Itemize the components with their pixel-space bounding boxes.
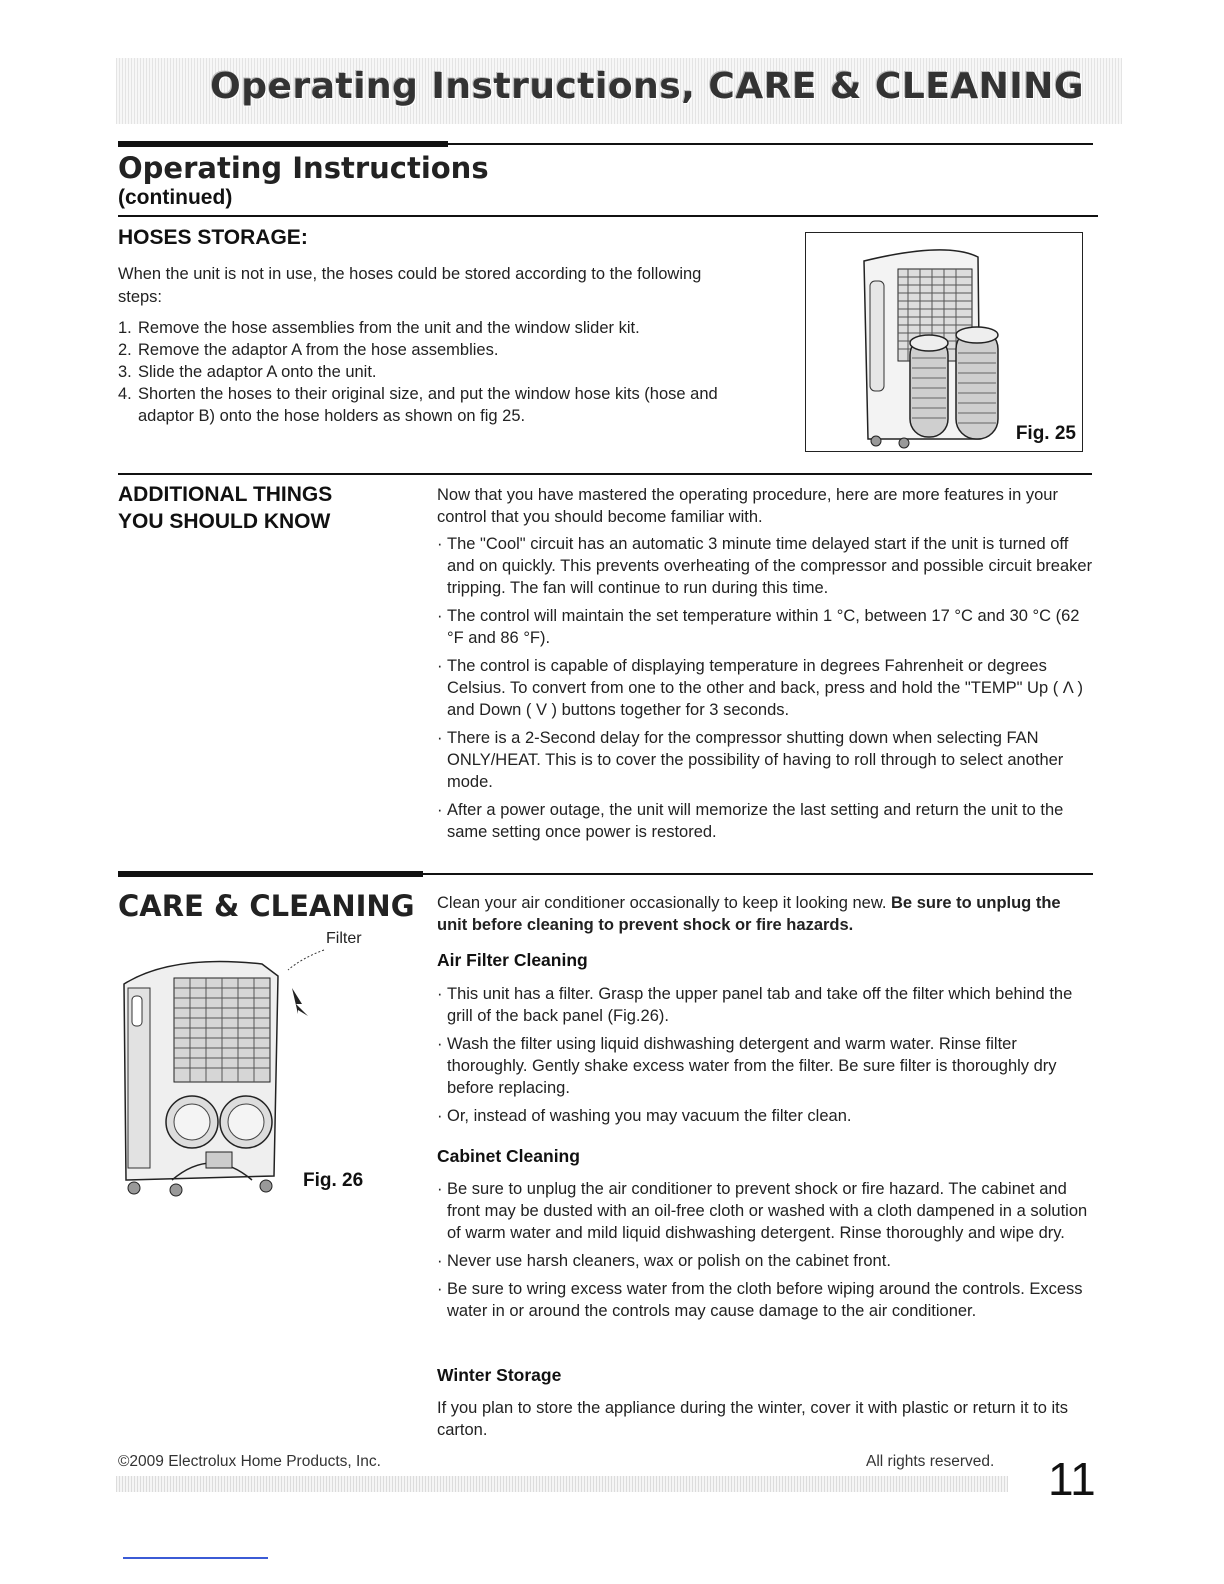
list-item: · The control will maintain the set temperature within 1 °C, between 17 °C and 30 °C (62 °F and 86 °F). — [437, 605, 1097, 649]
step-number: 3. — [118, 363, 132, 381]
bullet-text: There is a 2-Second delay for the compressor shutting down when selecting FAN ONLY/HEAT. This is to cover the possibility of having to roll through to select another mode. — [447, 729, 1064, 791]
operating-subtitle: (continued) — [118, 186, 233, 209]
bullet-text: Wash the filter using liquid dishwashing detergent and warm water. Rinse filter thoroughly. Gently shake excess water from the filter. Be sure filter is thoroughly dry before replacing. — [447, 1035, 1057, 1097]
step-text: Shorten the hoses to their original size, and put the window hose kits (hose and adaptor B) onto the hose holders as shown on fig 25. — [138, 385, 718, 425]
section-rule-thin — [448, 143, 1093, 145]
step-text: Slide the adaptor A onto the unit. — [138, 363, 377, 381]
bottom-accent-line — [123, 1557, 268, 1559]
bullet-text: The "Cool" circuit has an automatic 3 minute time delayed start if the unit is turned off and on quickly. This prevents overheating of the compressor and possible circuit breaker tripping. The fan will continue to run during this time. — [447, 535, 1093, 597]
list-item: · Or, instead of washing you may vacuum the filter clean. — [437, 1107, 852, 1125]
air-filter-heading: Air Filter Cleaning — [437, 950, 588, 970]
care-rule-thick — [118, 871, 423, 877]
step-text: Remove the adaptor A from the hose assemblies. — [138, 341, 499, 359]
hoses-steps-list — [118, 317, 758, 427]
list-item: · There is a 2-Second delay for the compressor shutting down when selecting FAN ONLY/HEAT. This is to cover the possibility of having to roll through to select another mode. — [437, 727, 1097, 793]
list-item — [118, 317, 758, 339]
footer-copyright: ©2009 Electrolux Home Products, Inc. — [118, 1453, 381, 1470]
hoses-storage-heading: HOSES STORAGE: — [118, 226, 308, 249]
additional-intro: Now that you have mastered the operating procedure, here are more features in your control that you should become familiar with. — [437, 486, 1058, 526]
header-banner — [116, 58, 1122, 124]
list-item: · This unit has a filter. Grasp the upper panel tab and take off the filter which behind the grill of the back panel (Fig.26). — [437, 983, 1097, 1027]
additional-rule — [118, 473, 1092, 475]
page-number: 11 — [1048, 1453, 1096, 1505]
list-item: · After a power outage, the unit will memorize the last setting and return the unit to the same setting once power is restored. — [437, 799, 1097, 843]
hoses-intro-line1: When the unit is not in use, the hoses could be stored according to the following — [118, 265, 702, 283]
fig25-label: Fig. 25 — [1015, 423, 1076, 444]
additional-bullets — [437, 533, 1097, 849]
hoses-intro-line2: steps: — [118, 288, 163, 306]
step-number: 2. — [118, 341, 132, 359]
bullet-text: This unit has a filter. Grasp the upper panel tab and take off the filter which behind the grill of the back panel (Fig.26). — [447, 985, 1073, 1025]
care-title: CARE & CLEANING — [118, 889, 415, 923]
list-item — [118, 339, 758, 361]
care-intro-warning: Be sure to unplug the unit before cleaning to prevent shock or fire hazards. — [437, 894, 1061, 934]
list-item: · Be sure to wring excess water from the cloth before wiping around the controls. Excess water in or around the controls may cause damage to the air conditioner. — [437, 1278, 1097, 1322]
bullet-text: Be sure to wring excess water from the cloth before wiping around the controls. Excess water in or around the controls may cause damage to the air conditioner. — [447, 1280, 1083, 1320]
additional-heading-line2: YOU SHOULD KNOW — [118, 510, 331, 533]
step-number: 4. — [118, 385, 132, 403]
section-rule-thick — [118, 141, 448, 147]
cabinet-bullets — [437, 1178, 1097, 1328]
bullet-text: After a power outage, the unit will memorize the last setting and return the unit to the same setting once power is restored. — [447, 801, 1064, 841]
list-item: · The "Cool" circuit has an automatic 3 minute time delayed start if the unit is turned off and on quickly. This prevents overheating of the compressor and possible circuit breaker tripping. The fan will continue to run during this time. — [437, 533, 1097, 599]
banner-title: Operating Instructions, CARE & CLEANING — [210, 66, 1084, 107]
fig26-label: Fig. 26 — [303, 1170, 364, 1191]
step-number: 1. — [118, 319, 132, 337]
subtitle-rule — [118, 215, 1098, 217]
bullet-text: Never use harsh cleaners, wax or polish on the cabinet front. — [447, 1252, 891, 1270]
fig25-air-conditioner-illustration — [806, 233, 1082, 451]
operating-title: Operating Instructions — [118, 151, 489, 185]
list-item: · Never use harsh cleaners, wax or polish on the cabinet front. — [437, 1252, 891, 1270]
bullet-text: The control will maintain the set temperature within 1 °C, between 17 °C and 30 °C (62 °F and 86 °F). — [447, 607, 1080, 647]
list-item — [118, 383, 758, 427]
care-rule-thin — [423, 873, 1093, 875]
footer-rights: All rights reserved. — [866, 1453, 995, 1470]
list-item: · Wash the filter using liquid dishwashing detergent and warm water. Rinse filter thoroughly. Gently shake excess water from the filter. Be sure filter is thoroughly dry before replacing. — [437, 1033, 1097, 1099]
care-intro — [437, 892, 1087, 936]
additional-heading-line1: ADDITIONAL THINGS — [118, 483, 333, 506]
filter-callout: Filter — [326, 930, 362, 947]
air-filter-bullets — [437, 983, 1097, 1133]
winter-text: If you plan to store the appliance during the winter, cover it with plastic or return it to its carton. — [437, 1399, 1068, 1439]
footer-strip — [116, 1476, 1008, 1492]
winter-heading: Winter Storage — [437, 1365, 562, 1385]
list-item — [118, 361, 758, 383]
bullet-text: Be sure to unplug the air conditioner to prevent shock or fire hazard. The cabinet and front may be dusted with an oil-free cloth or washed with a cloth dampened in a solution of warm water and mild liquid dishwashing detergent. Rinse thoroughly and wipe dry. — [447, 1180, 1088, 1242]
cabinet-heading: Cabinet Cleaning — [437, 1146, 580, 1166]
list-item: · The control is capable of displaying temperature in degrees Fahrenheit or degrees Celsius. To convert from one to the other and back, press and hold the "TEMP" Up ( Λ ) and Down ( V ) buttons together for 3 seconds. — [437, 655, 1097, 721]
care-intro-plain: Clean your air conditioner occasionally to keep it looking new. — [437, 894, 892, 912]
fig25-box — [805, 232, 1083, 452]
bullet-text: The control is capable of displaying temperature in degrees Fahrenheit or degrees Celsius. To convert from one to the other and back, press and hold the "TEMP" Up ( Λ ) and Down ( V ) buttons together for 3 seconds. — [447, 657, 1083, 719]
step-text: Remove the hose assemblies from the unit and the window slider kit. — [138, 319, 640, 337]
list-item: · Be sure to unplug the air conditioner to prevent shock or fire hazard. The cabinet and front may be dusted with an oil-free cloth or washed with a cloth dampened in a solution of warm water and mild liquid dishwashing detergent. Rinse thoroughly and wipe dry. — [437, 1178, 1097, 1244]
bullet-text: Or, instead of washing you may vacuum the filter clean. — [447, 1107, 852, 1125]
